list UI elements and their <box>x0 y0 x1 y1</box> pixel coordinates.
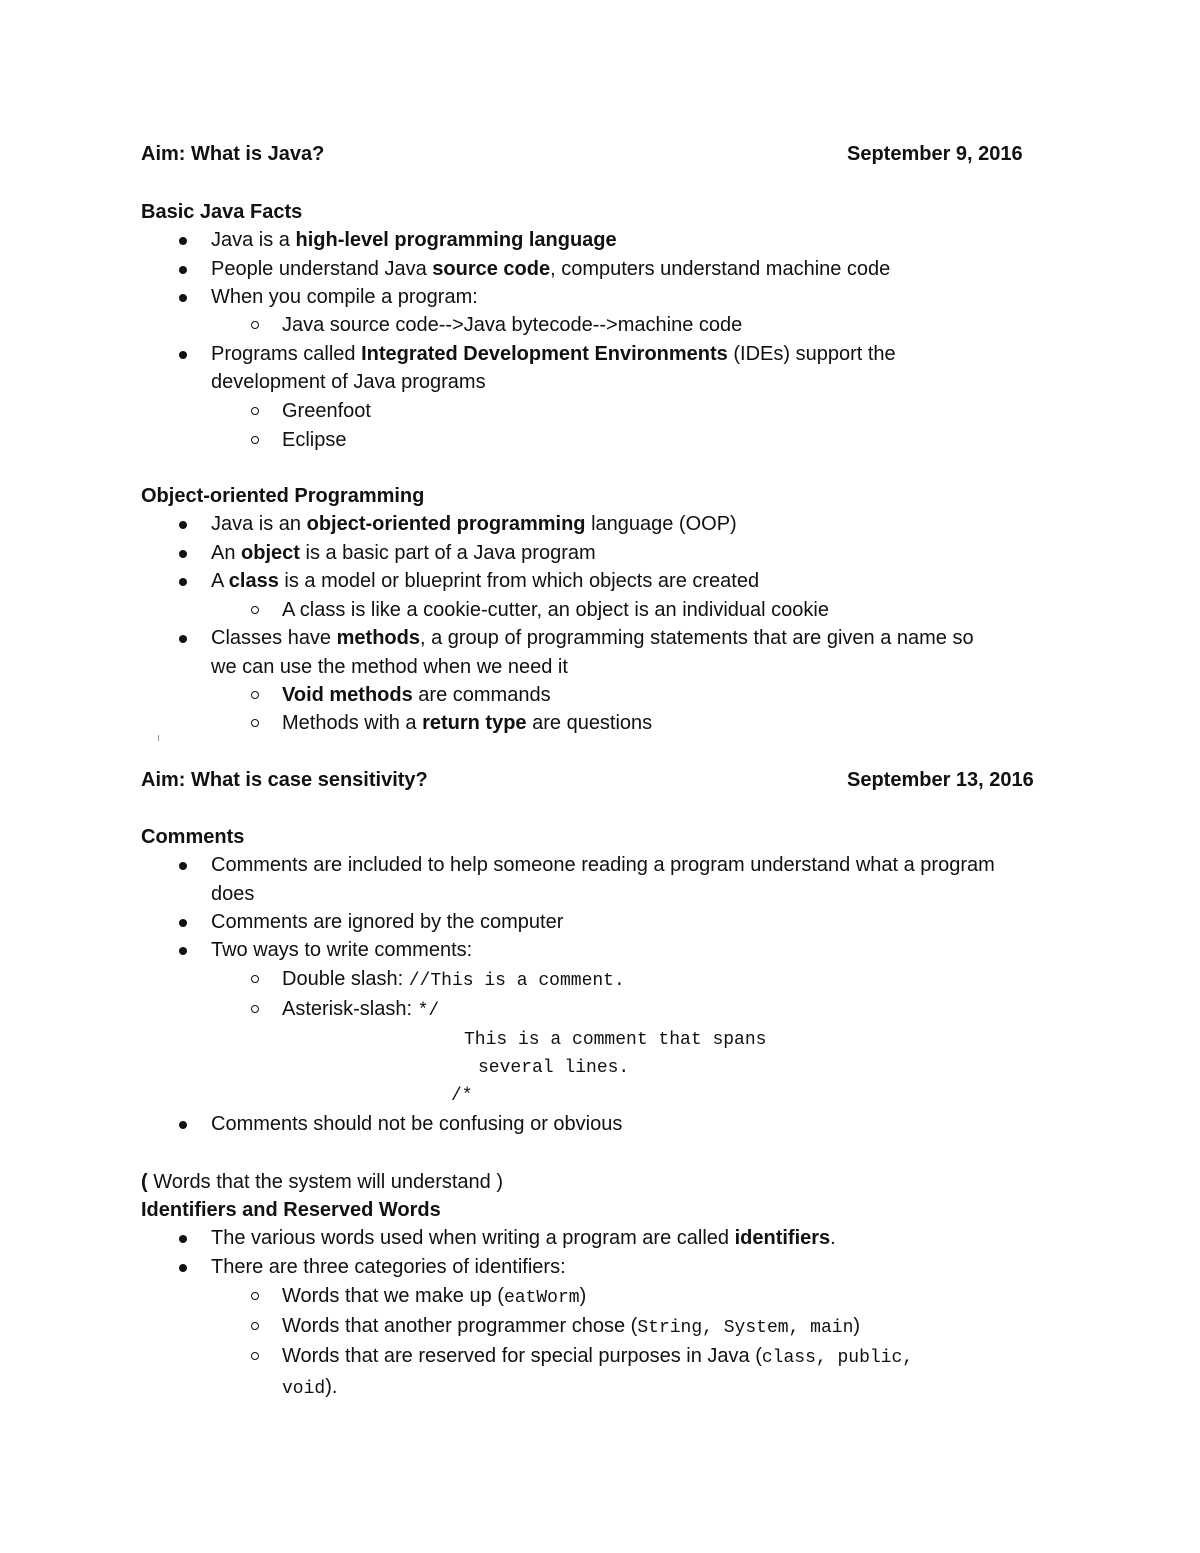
stray-mark <box>158 735 159 741</box>
list-item: An object is a basic part of a Java program <box>211 542 596 564</box>
list-item-continuation: does <box>211 883 255 905</box>
list-item-continuation: void). <box>282 1376 338 1399</box>
sub-list-item: Double slash: //This is a comment. <box>282 968 625 991</box>
list-item: Classes have methods, a group of programming statements that are given a name so <box>211 627 974 649</box>
list-item-continuation: we can use the method when we need it <box>211 656 568 678</box>
sub-list-item: Eclipse <box>282 429 347 451</box>
code-line: This is a comment that spans <box>464 1030 767 1050</box>
sub-list-item: Java source code-->Java bytecode-->machine code <box>282 314 743 336</box>
sub-list-item: Asterisk-slash: */ <box>282 998 440 1021</box>
section-heading: Basic Java Facts <box>141 201 303 223</box>
aim-date: September 13, 2016 <box>847 769 1034 791</box>
list-item: Two ways to write comments: <box>211 939 473 961</box>
list-item: Comments are ignored by the computer <box>211 911 564 933</box>
aim-heading: Aim: What is Java? <box>141 143 325 165</box>
aim-heading: Aim: What is case sensitivity? <box>141 769 428 791</box>
code-line: several lines. <box>478 1058 630 1078</box>
sub-list-item: Greenfoot <box>282 400 371 422</box>
list-item: When you compile a program: <box>211 286 478 308</box>
sub-list-item: Words that we make up (eatWorm) <box>282 1285 587 1308</box>
section-heading: Identifiers and Reserved Words <box>141 1199 441 1221</box>
list-item: A class is a model or blueprint from which objects are created <box>211 570 760 592</box>
section-heading: Comments <box>141 826 245 848</box>
list-item: There are three categories of identifiers: <box>211 1256 566 1278</box>
list-item: Programs called Integrated Development Environments (IDEs) support the <box>211 343 896 365</box>
list-item-continuation: development of Java programs <box>211 371 486 393</box>
list-item: The various words used when writing a program are called identifiers. <box>211 1227 836 1249</box>
sub-list-item: Words that are reserved for special purposes in Java (class, public, <box>282 1345 914 1368</box>
list-item: Comments should not be confusing or obvious <box>211 1113 623 1135</box>
note-line: ( Words that the system will understand ) <box>141 1171 504 1193</box>
sub-list-item: A class is like a cookie-cutter, an object is an individual cookie <box>282 599 829 621</box>
sub-list-item: Words that another programmer chose (String, System, main) <box>282 1315 861 1338</box>
aim-date: September 9, 2016 <box>847 143 1023 165</box>
list-item: People understand Java source code, computers understand machine code <box>211 258 891 280</box>
list-item: Java is an object-oriented programming language (OOP) <box>211 513 737 535</box>
sub-list-item: Void methods are commands <box>282 684 551 706</box>
list-item: Java is a high-level programming language <box>211 229 617 251</box>
list-item: Comments are included to help someone reading a program understand what a program <box>211 854 995 876</box>
sub-list-item: Methods with a return type are questions <box>282 712 653 734</box>
section-heading: Object-oriented Programming <box>141 485 425 507</box>
code-line: /* <box>451 1086 473 1106</box>
